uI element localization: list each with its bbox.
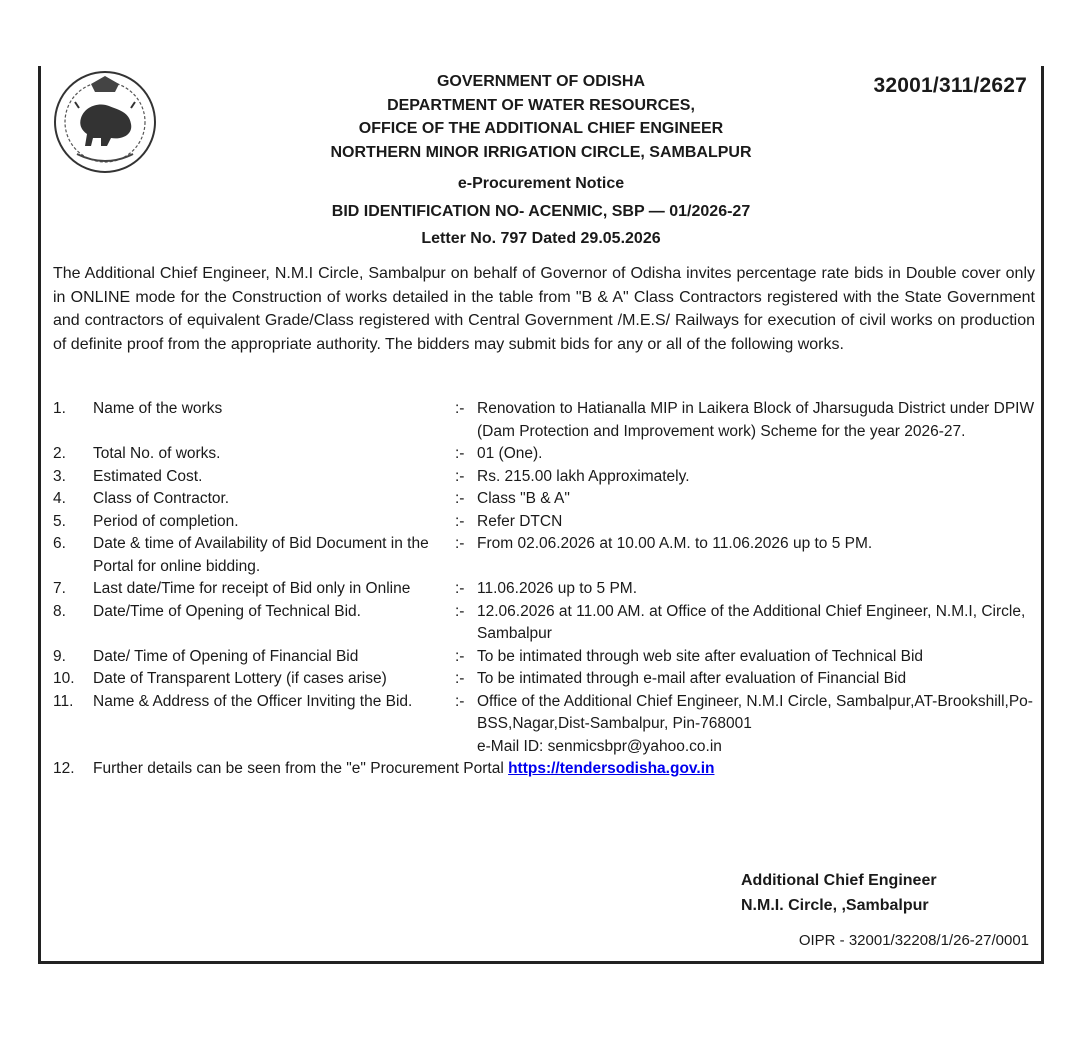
item-separator: :- (455, 692, 465, 710)
list-item (53, 398, 1043, 443)
item-label: Name of the works (93, 400, 223, 417)
bid-identification: BID IDENTIFICATION NO- ACENMIC, SBP — 01/2026-27 (331, 202, 751, 220)
item-value: Rs. 215.00 lakh Approximately. (477, 467, 690, 485)
item-label: Name & Address of the Officer Inviting the Bid. (93, 692, 413, 710)
item-separator: :- (455, 490, 465, 507)
item-label: Last date/Time for receipt of Bid only in Online (93, 580, 411, 597)
portal-link[interactable]: https://tendersodisha.gov.in (508, 760, 715, 777)
list-item (53, 488, 1043, 511)
item-label: Date/Time of Opening of Technical Bid. (93, 602, 361, 620)
list-item (53, 758, 1043, 781)
item-number: 9. (53, 647, 66, 665)
notice-type: e-Procurement Notice (457, 175, 625, 192)
list-item (53, 668, 1043, 691)
item-number: 4. (53, 490, 66, 507)
signature-block (741, 868, 937, 918)
item-number: 3. (53, 467, 66, 485)
item-separator: :- (455, 670, 465, 687)
signatory-office: N.M.I. Circle, ,Sambalpur (741, 897, 929, 914)
item-number: 8. (53, 602, 66, 620)
item-number: 11. (53, 692, 74, 710)
office-title: OFFICE OF THE ADDITIONAL CHIEF ENGINEER (358, 120, 724, 137)
item-number: 1. (53, 400, 66, 417)
item-label: Date & time of Availability of Bid Document in the Portal for online bidding. (93, 535, 429, 575)
department-title: DEPARTMENT OF WATER RESOURCES, (387, 96, 695, 114)
item-number: 5. (53, 512, 66, 530)
item-value: 12.06.2026 at 11.00 AM. at Office of the Additional Chief Engineer, N.M.I, Circle, Sambalpur (477, 602, 1026, 642)
item-number: 12. (53, 760, 75, 777)
officer-address: Office of the Additional Chief Engineer, N.M.I Circle, Sambalpur,AT-Brookshill,Po-BSS,Nagar,Dist-Sambalpur, Pin-768001 (477, 692, 1033, 732)
list-item (53, 466, 1043, 489)
notice-header (41, 70, 1041, 251)
officer-email: e-Mail ID: senmicsbpr@yahoo.co.in (477, 737, 722, 755)
item-number: 6. (53, 535, 66, 552)
item-value: To be intimated through web site after evaluation of Technical Bid (477, 647, 924, 665)
item-number: 7. (53, 580, 66, 597)
reference-number: 32001/311/2627 (873, 74, 1027, 97)
works-list (53, 398, 1043, 781)
item-number: 10. (53, 670, 75, 687)
item-separator: :- (455, 647, 465, 665)
item-value: Class "B & A" (477, 490, 570, 507)
list-item (53, 646, 1043, 669)
list-item (53, 533, 1043, 578)
list-item (53, 691, 1043, 759)
government-title: GOVERNMENT OF ODISHA (436, 73, 645, 90)
intro-paragraph: The Additional Chief Engineer, N.M.I Circle, Sambalpur on behalf of Governor of Odisha invites percentage rate bids in Double cover only in ONLINE mode for the Construction of works detailed in the table from "B & A" Class Contractors registered with the State Government and contractors of equivalent Grade/Class registered with Central Government /M.E.S/ Railways for execution of civil works on production of definite proof from the appropriate authority. The bidders may submit bids for any or all of the following works. (53, 265, 1035, 353)
item-label: Period of completion. (93, 512, 239, 530)
list-item (53, 511, 1043, 534)
item-number: 2. (53, 445, 66, 462)
item-value: To be intimated through e-mail after evaluation of Financial Bid (477, 670, 907, 687)
item-label: Estimated Cost. (93, 467, 203, 485)
circle-title: NORTHERN MINOR IRRIGATION CIRCLE, SAMBALPUR (330, 143, 752, 161)
item-separator: :- (455, 512, 465, 530)
item-separator: :- (455, 467, 465, 485)
item-separator: :- (455, 602, 465, 620)
item-value: Renovation to Hatianalla MIP in Laikera Block of Jharsuguda District under DPIW (Dam Protection and Improvement work) Scheme for the year 2026-27. (477, 400, 1035, 440)
item-value: 01 (One). (477, 445, 543, 462)
list-item (53, 578, 1043, 601)
list-item (53, 601, 1043, 646)
item-separator: :- (455, 445, 465, 462)
signatory-title: Additional Chief Engineer (741, 872, 937, 889)
item-separator: :- (455, 535, 465, 552)
item-label: Class of Contractor. (93, 490, 230, 507)
item-value: 11.06.2026 up to 5 PM. (477, 580, 637, 597)
item-label: Date/ Time of Opening of Financial Bid (93, 647, 359, 665)
item-label: Date of Transparent Lottery (if cases arise) (93, 670, 387, 687)
tender-notice (38, 66, 1044, 964)
item-label: Further details can be seen from the "e" Procurement Portal (93, 760, 504, 777)
item-separator: :- (455, 580, 465, 597)
oipr-number: OIPR - 32001/32208/1/26-27/0001 (798, 932, 1029, 949)
item-label: Total No. of works. (93, 445, 221, 462)
item-value: Refer DTCN (477, 512, 563, 530)
list-item (53, 443, 1043, 466)
item-separator: :- (455, 400, 465, 417)
item-value: From 02.06.2026 at 10.00 A.M. to 11.06.2026 up to 5 PM. (477, 535, 873, 552)
letter-number: Letter No. 797 Dated 29.05.2026 (421, 230, 661, 247)
